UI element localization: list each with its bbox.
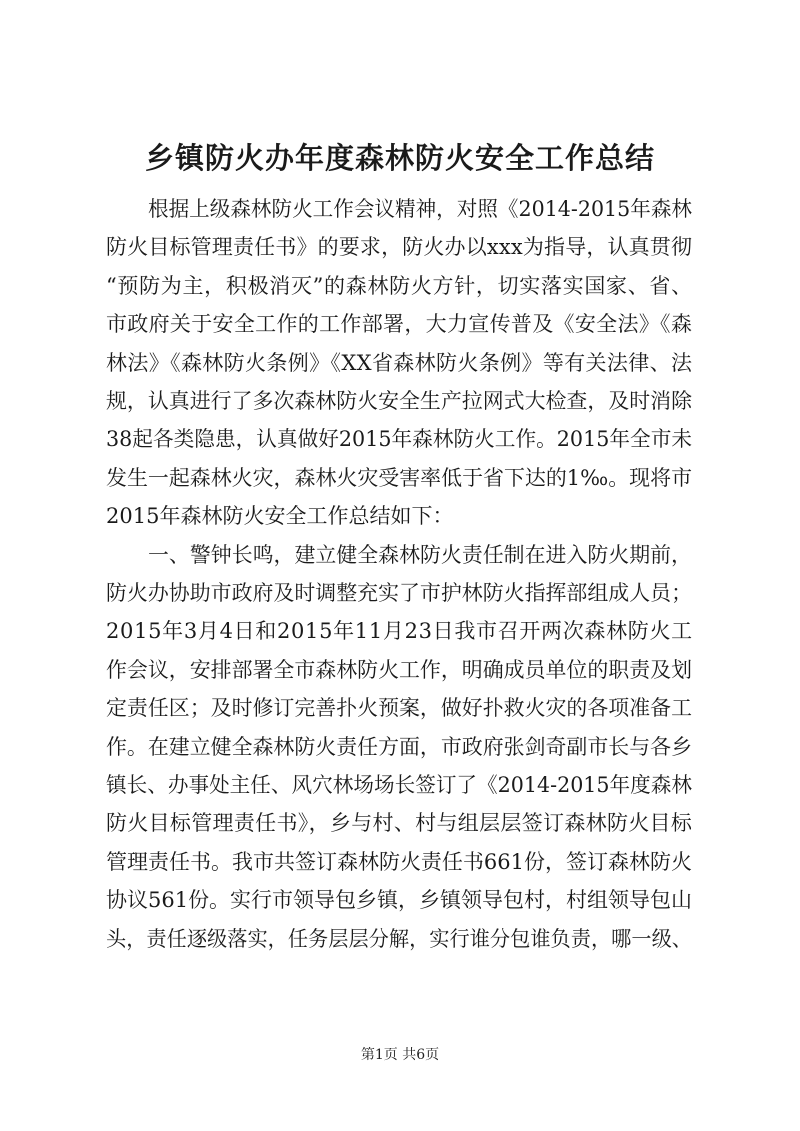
body-text-line-content: 定责任区；及时修订完善扑火预案，做好扑救火灾的各项准备工 xyxy=(106,696,693,721)
body-text-line-content: 作。在建立健全森林防火责任方面，市政府张剑奇副市长与各乡 xyxy=(106,734,693,759)
body-text-line xyxy=(0,690,800,726)
page-number-footer: 第1页 共6页 xyxy=(360,1047,440,1063)
body-text-line-content: “预防为主，积极消灭”的森林防火方针，切实落实国家、省、 xyxy=(106,273,693,298)
body-text-line-content: 防火目标管理责任书》的要求，防火办以xxx为指导，认真贯彻 xyxy=(106,235,693,260)
body-text-line xyxy=(0,268,800,304)
body-text-line xyxy=(0,613,800,649)
body-text-line xyxy=(0,652,800,688)
body-text-line xyxy=(0,383,800,419)
body-text-line-content: 一、警钟长鸣，建立健全森林防火责任制在进入防火期前， xyxy=(148,542,692,567)
body-text-line-content: 作会议，安排部署全市森林防火工作，明确成员单位的职责及划 xyxy=(106,657,693,682)
body-text-line-content: 管理责任书。我市共签订森林防火责任书661份，签订森林防火 xyxy=(106,849,692,874)
document-title: 乡镇防火办年度森林防火安全工作总结 xyxy=(144,141,655,175)
body-text-line-content: 规，认真进行了多次森林防火安全生产拉网式大检查，及时消除 xyxy=(106,389,693,413)
body-text-line xyxy=(0,191,800,227)
body-text-line-content: 市政府关于安全工作的工作部署，大力宣传普及《安全法》《森 xyxy=(106,312,693,337)
body-text-line-content: 防火办协助市政府及时调整充实了市护林防火指挥部组成人员； xyxy=(106,581,693,605)
body-text-line-content: 防火目标管理责任书》，乡与村、村与组层层签订森林防火目标 xyxy=(106,811,693,836)
body-text-line-content: 根据上级森林防火工作会议精神，对照《2014-2015年森林 xyxy=(148,197,692,221)
body-text-line xyxy=(0,537,800,573)
body-text-line xyxy=(0,498,800,534)
body-text-line xyxy=(0,729,800,765)
body-text-line-content: 协议561份。实行市领导包乡镇，乡镇领导包村，村组领导包山 xyxy=(106,888,692,913)
body-text-line xyxy=(0,767,800,803)
body-text-line xyxy=(0,229,800,265)
body-text-line-content: 林法》《森林防火条例》《XX省森林防火条例》等有关法律、法 xyxy=(106,350,693,375)
body-text-line-content: 镇长、办事处主任、风穴林场场长签订了《2014-2015年度森林 xyxy=(106,773,692,797)
body-text-line xyxy=(0,805,800,841)
body-text-line-content: 头，责任逐级落实，任务层层分解，实行谁分包谁负责，哪一级、 xyxy=(106,926,692,951)
body-text-line-content: 38起各类隐患，认真做好2015年森林防火工作。2015年全市未 xyxy=(106,427,693,452)
body-text-line-content: 2015年3月4日和2015年11月23日我市召开两次森林防火工 xyxy=(106,619,693,644)
body-text-line xyxy=(0,460,800,496)
body-text-line xyxy=(0,921,800,957)
body-text-line xyxy=(0,575,800,611)
body-text-line-content: 发生一起森林火灾，森林火灾受害率低于省下达的1‰。现将市 xyxy=(106,465,693,490)
body-text-line xyxy=(0,882,800,918)
body-text-line xyxy=(0,345,800,381)
body-text-line xyxy=(0,421,800,457)
body-text-line xyxy=(0,306,800,342)
body-text-line xyxy=(0,844,800,880)
body-text-line-content: 2015年森林防火安全工作总结如下： xyxy=(106,504,454,529)
